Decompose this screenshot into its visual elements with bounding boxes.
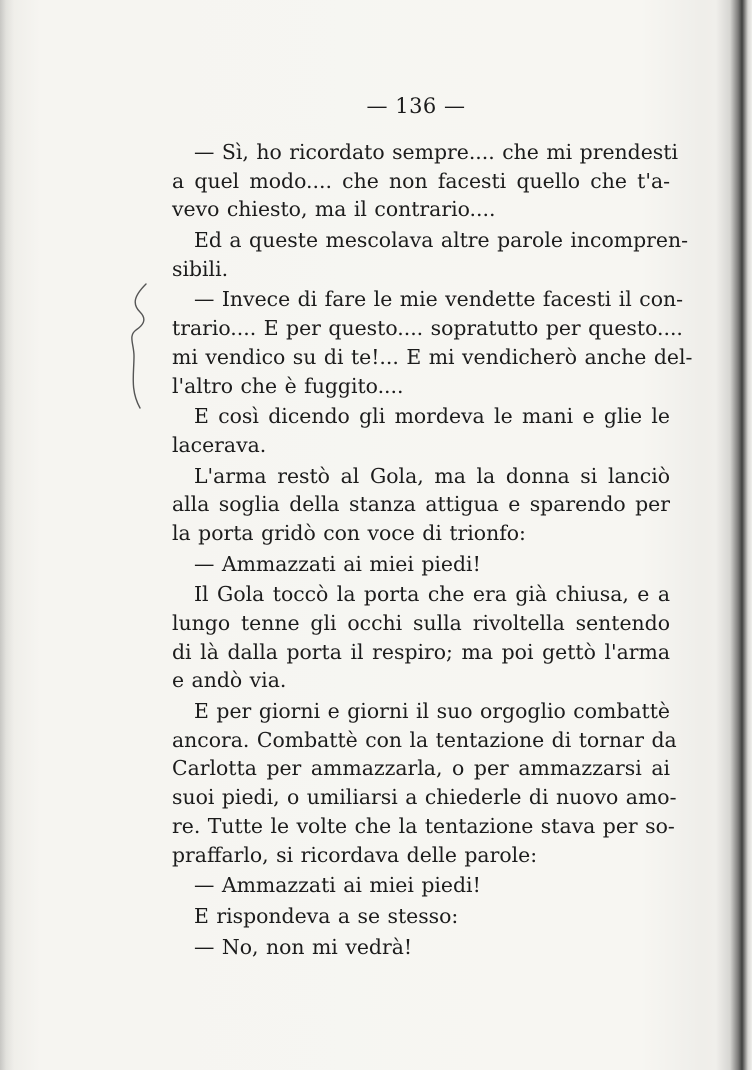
text-line: — No, non mi vedrà! [194, 934, 413, 959]
text-line: — Invece di fare le mie vendette facesti il con- [194, 287, 684, 312]
text-line: mi vendico su di te!... E mi vendicherò anche del- [172, 344, 693, 369]
text-line: a quel modo.... che non facesti quello che t'a- [172, 168, 670, 193]
text-line: di là dalla porta il respiro; ma poi gettò l'arma [172, 639, 670, 664]
text-line: ancora. Combattè con la tentazione di tornar da [172, 727, 677, 752]
text-line: vevo chiesto, ma il contrario.... [172, 197, 496, 222]
text-line: — Ammazzati ai miei piedi! [194, 551, 481, 576]
page-number: — 136 — [366, 94, 466, 118]
text-line: re. Tutte le volte che la tentazione stava per so- [172, 813, 675, 838]
text-line: Il Gola toccò la porta che era già chiusa, e a [194, 582, 670, 607]
text-line: l'altro che è fuggito.... [172, 373, 404, 398]
text-line: la porta gridò con voce di trionfo: [172, 520, 526, 545]
text-line: lacerava. [172, 432, 267, 457]
text-line: sibili. [172, 256, 229, 281]
text-line: E rispondeva a se stesso: [194, 903, 459, 928]
page-body-text [172, 138, 693, 961]
text-line: — Ammazzati ai miei piedi! [194, 873, 481, 898]
text-line: trario.... E per questo.... sopratutto per questo.... [172, 316, 683, 341]
text-line: E così dicendo gli mordeva le mani e glie le [194, 404, 670, 429]
text-line: — Sì, ho ricordato sempre.... che mi prendesti [194, 140, 678, 164]
page-binding-edge [716, 0, 752, 1070]
text-line: lungo tenne gli occhi sulla rivoltella sentendo [172, 611, 670, 635]
text-line: Ed a queste mescolava altre parole incompren- [194, 228, 688, 253]
page-left-shadow [0, 0, 14, 1070]
text-line: alla soglia della stanza attigua e sparendo per [172, 492, 670, 517]
text-line: L'arma restò al Gola, ma la donna si lanciò [194, 463, 670, 488]
margin-bracket-mark [118, 282, 158, 412]
text-line: praffarlo, si ricordava delle parole: [172, 842, 538, 867]
text-line: Carlotta per ammazzarla, o per ammazzarsi ai [172, 756, 670, 781]
text-line: suoi piedi, o umiliarsi a chiederle di nuovo amo- [172, 785, 677, 810]
text-line: e andò via. [172, 668, 287, 693]
text-line: E per giorni e giorni il suo orgoglio combattè [194, 699, 670, 724]
